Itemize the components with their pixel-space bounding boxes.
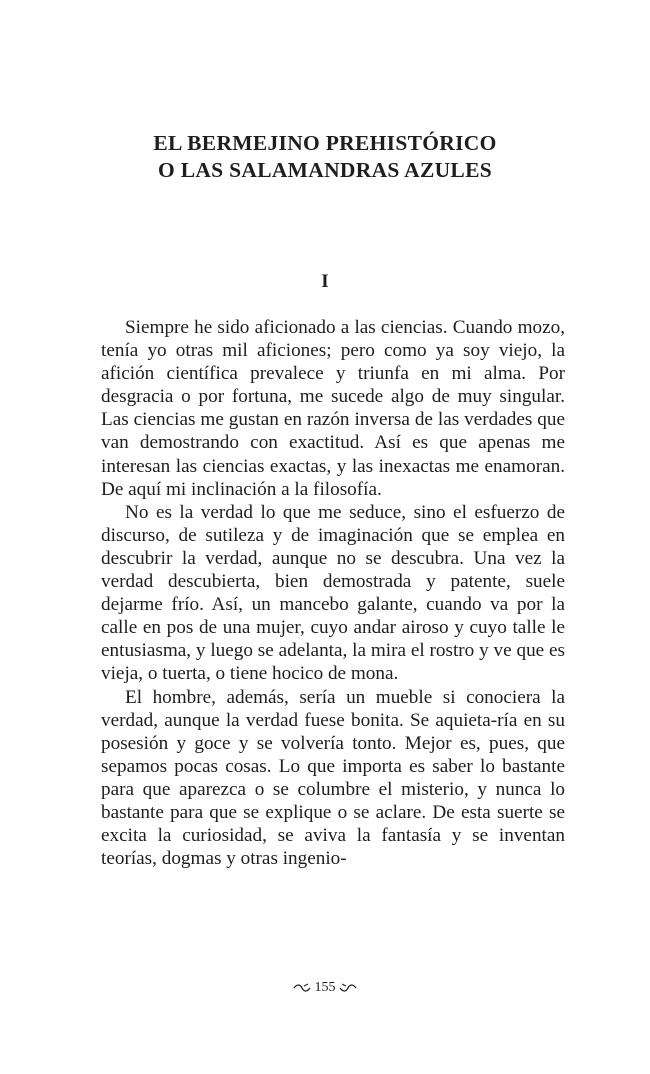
folio-ornament-right-icon <box>336 980 358 995</box>
paragraph-1: Siempre he sido aficionado a las ciencias. Cuando mozo, tenía yo otras mil aficiones; pero como ya soy viejo, la afición científica prevalece y triunfa en mi alma. Por desgracia o por fortuna, me sucede algo de muy singular. Las ciencias me gustan en razón inversa de las verdades que van demostrando con exactitud. Así es que apenas me interesan las ciencias exactas, y las inexactas me enamoran. De aquí mi inclinación a la filosofía. <box>101 317 565 500</box>
story-title-line-1: EL BERMEJINO PREHISTÓRICO <box>153 131 497 155</box>
page-number: 155 <box>314 980 336 995</box>
folio-ornament-left-icon <box>293 980 315 995</box>
page-folio <box>0 979 650 997</box>
chapter-number: I <box>321 271 329 292</box>
story-title <box>0 130 650 184</box>
body-text <box>101 316 565 870</box>
story-title-line-2: O LAS SALAMANDRAS AZULES <box>158 158 492 182</box>
paragraph-2: No es la verdad lo que me seduce, sino el esfuerzo de discurso, de sutileza y de imaginación que se emplea en descubrir la verdad, aunque no se descubra. Una vez la verdad descubierta, bien demostrada y patente, suele dejarme frío. Así, un mancebo galante, cuando va por la calle en pos de una mujer, cuyo andar airoso y cuyo talle le entusiasma, y luego se adelanta, la mira el rostro y ve que es vieja, o tuerta, o tiene hocico de mona. <box>101 501 565 685</box>
paragraph-3: El hombre, además, sería un mueble si conociera la verdad, aunque la verdad fuese bonita. Se aquieta-ría en su posesión y goce y se volvería tonto. Mejor es, pues, que sepamos pocas cosas. Lo que importa es saber lo bastante para que aparezca o se columbre el misterio, y nunca lo bastante para que se explique o se aclare. De esta suerte se excita la curiosidad, se aviva la fantasía y se inventan teorías, dogmas y otras ingenio- <box>101 686 565 870</box>
